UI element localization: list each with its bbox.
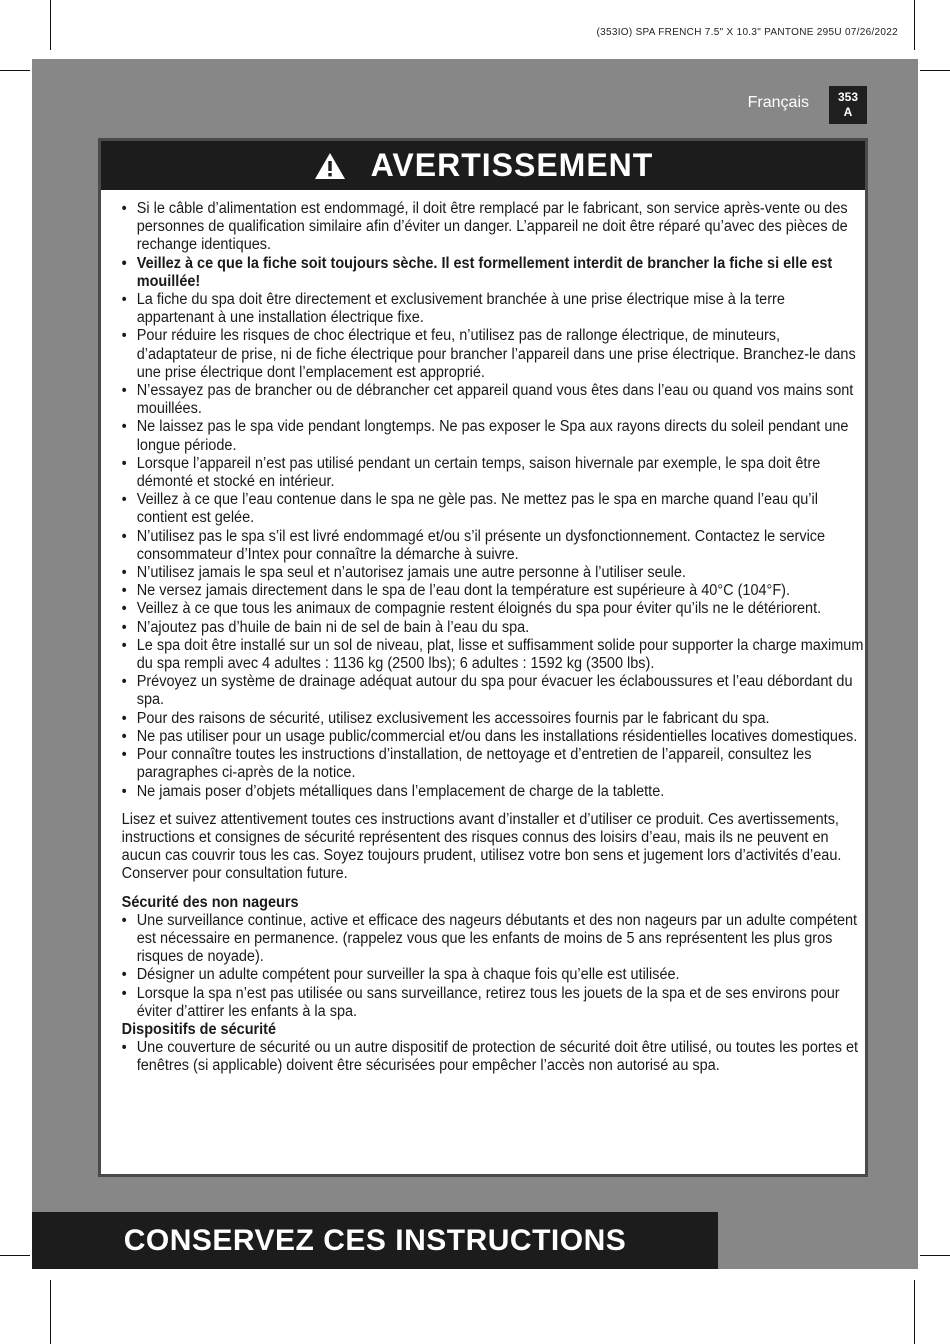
warning-triangle-icon <box>313 151 347 181</box>
page-letter: A <box>843 105 853 119</box>
list-item: • Ne jamais poser d’objets métalliques dans l’emplacement de charge de la tablette. <box>122 783 865 801</box>
list-item: • Ne laissez pas le spa vide pendant longtemps. Ne pas exposer le Spa aux rayons directs du soleil pendant une longue période. <box>122 418 865 454</box>
print-info: (353IO) SPA FRENCH 7.5" X 10.3" PANTONE 295U 07/26/2022 <box>596 27 898 38</box>
list-item: • Ne pas utiliser pour un usage public/commercial et/ou dans les installations résidentielles locatives domestiques. <box>122 728 865 746</box>
crop-mark <box>920 1255 950 1256</box>
warning-header <box>101 141 865 190</box>
safety-devices-bullet-list <box>122 1039 865 1075</box>
list-item: • Lorsque la spa n’est pas utilisée ou sans surveillance, retirez tous les jouets de la spa et de ses environs pour éviter d’attirer les enfants à la spa. <box>122 985 865 1021</box>
crop-mark <box>50 1280 51 1344</box>
list-item: • La fiche du spa doit être directement et exclusivement branchée à une prise électrique mise à la terre appartenant à une installation électrique fixe. <box>122 291 865 327</box>
list-item: • N’utilisez pas le spa s’il est livré endommagé et/ou s’il présente un dysfonctionnement. Contactez le service consommateur d’Intex pour connaître la démarche à suivre. <box>122 528 865 564</box>
non-swimmers-bullet-list <box>122 912 865 1021</box>
crop-mark <box>914 0 915 50</box>
crop-mark <box>0 70 30 71</box>
list-item: • Veillez à ce que la fiche soit toujours sèche. Il est formellement interdit de brancher la fiche si elle est mouillée! <box>122 255 865 291</box>
footer-bar <box>32 1212 718 1269</box>
list-item: • Veillez à ce que tous les animaux de compagnie restent éloignés du spa pour éviter qu’ils ne le détériorent. <box>122 600 865 618</box>
list-item: • Veillez à ce que l’eau contenue dans le spa ne gèle pas. Ne mettez pas le spa en marche quand l’eau qu’il contient est gelée. <box>122 491 865 527</box>
list-item: • Pour des raisons de sécurité, utilisez exclusivement les accessoires fournis par le fabricant du spa. <box>122 710 865 728</box>
list-item: • Une couverture de sécurité ou un autre dispositif de protection de sécurité doit être utilisé, ou toutes les portes et fenêtres (si applicable) doivent être sécurisées pour empêcher l’accès non autorisé au spa. <box>122 1039 865 1075</box>
list-item: • N’ajoutez pas d’huile de bain ni de sel de bain à l’eau du spa. <box>122 619 865 637</box>
list-item: • Lorsque l’appareil n’est pas utilisé pendant un certain temps, saison hivernale par exemple, le spa doit être démonté et stocké en intérieur. <box>122 455 865 491</box>
list-item: • N’essayez pas de brancher ou de débrancher cet appareil quand vous êtes dans l’eau ou quand vos mains sont mouillées. <box>122 382 865 418</box>
crop-mark <box>914 1280 915 1344</box>
section-title-non-swimmers: Sécurité des non nageurs <box>121 893 299 911</box>
list-item: • Pour réduire les risques de choc électrique et feu, n’utilisez pas de rallonge électrique, de minuteurs, d’adaptateur de prise, ni de fiche électrique pour brancher l’appareil dans une prise électrique. Branchez-le dans une prise électrique dont l’emplacement est approprié. <box>122 327 865 382</box>
list-item: • Pour connaître toutes les instructions d’installation, de nettoyage et d’entretien de l’appareil, consultez les paragraphes ci-après de la notice. <box>122 746 865 782</box>
crop-mark <box>50 0 51 50</box>
section-title-safety-devices: Dispositifs de sécurité <box>121 1020 277 1038</box>
crop-mark <box>920 70 950 71</box>
list-item: • Une surveillance continue, active et efficace des nageurs débutants et des non nageurs par un adulte compétent est nécessaire en permanence. (rappelez vous que les enfants de moins de 5 ans représentent les plus gros risques de noyade). <box>122 912 865 967</box>
list-item: • Ne versez jamais directement dans le spa de l’eau dont la température est supérieure à 40°C (104°F). <box>122 582 865 600</box>
page-number: 353 <box>837 90 859 104</box>
list-item: • Si le câble d’alimentation est endommagé, il doit être remplacé par le fabricant, son service après-vente ou des personnes de qualification similaire afin d’éviter un danger. L’appareil ne doit être réparé qu’avec des pièces de rechange identiques. <box>122 200 865 255</box>
list-item: • Prévoyez un système de drainage adéquat autour du spa pour évacuer les éclaboussures et l’eau débordant du spa. <box>122 673 865 709</box>
crop-mark <box>0 1255 30 1256</box>
footer-title: CONSERVEZ CES INSTRUCTIONS <box>123 1223 627 1257</box>
warning-box <box>98 138 868 1177</box>
list-item: • Désigner un adulte compétent pour surveiller la spa à chaque fois qu’elle est utilisée. <box>122 966 865 984</box>
page-number-badge <box>829 86 867 124</box>
warning-title: AVERTISSEMENT <box>370 147 654 183</box>
warning-bullet-list <box>122 200 865 801</box>
warning-body <box>101 190 887 1076</box>
instructions-paragraph: Lisez et suivez attentivement toutes ces instructions avant d’installer et d’utiliser ce produit. Ces avertissements, instructions et consignes de sécurité représentent des risques connus des loisirs d’eau, mais ils ne peuvent en aucun cas couvrir tous les cas. Soyez toujours prudent, utilisez votre bon sens et jugement lors d’activités d’eau. Conserver pour consultation future. <box>121 810 842 883</box>
list-item: • N’utilisez jamais le spa seul et n’autorisez jamais une autre personne à l’utiliser seule. <box>122 564 865 582</box>
list-item: • Le spa doit être installé sur un sol de niveau, plat, lisse et suffisamment solide pour supporter la charge maximum du spa rempli avec 4 adultes : 1136 kg (2500 lbs); 6 adultes : 1592 kg (3500 lbs). <box>122 637 865 673</box>
language-label: Français <box>747 94 809 111</box>
